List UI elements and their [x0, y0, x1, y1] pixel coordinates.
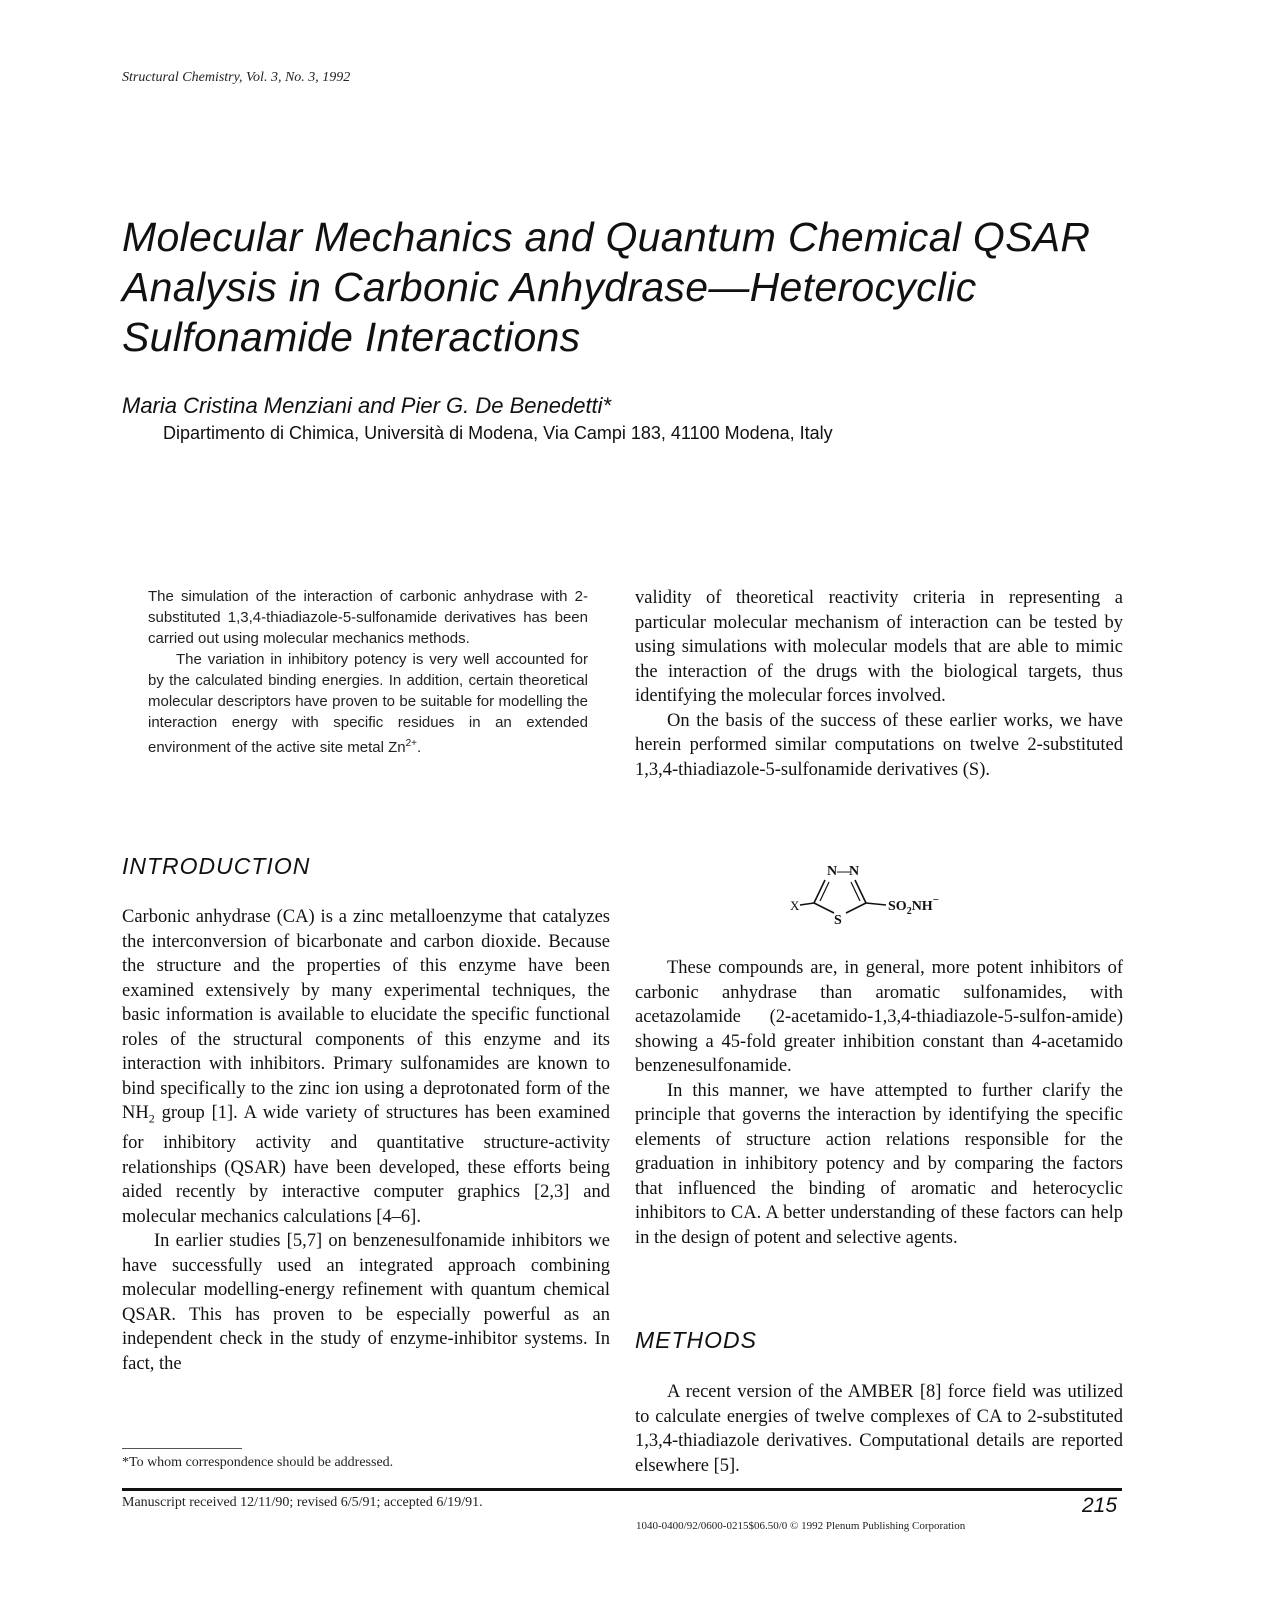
ring-double-bond-right — [851, 882, 860, 901]
footnote-rule — [122, 1448, 242, 1449]
intro-p1-text-a: Carbonic anhydrase (CA) is a zinc metalloenzyme that catalyzes the interconversion of bicarbonate and carbon dioxide. Because the structure and the properties of this enzyme have been examined extensively by many experimental techniques, the basic information is available to elucidate the specific functional roles of the structural components of this enzyme and its interaction with inhibitors. Primary sulfonamides are known to bind specifically to the zinc ion using a deprotonated form of the NH — [122, 907, 610, 1123]
abstract-paragraph-1: The simulation of the interaction of carbonic anhydrase with 2-substituted 1,3,4-thiadiazole-5-sulfonamide derivatives has been carried out using molecular mechanics methods. — [148, 588, 588, 647]
nh-text: NH — [911, 899, 933, 914]
footnote: *To whom correspondence should be addressed. — [122, 1455, 394, 1470]
so-text: SO — [888, 899, 907, 914]
title-line-2: Analysis in Carbonic Anhydrase—Heterocyclic — [122, 264, 977, 310]
right-paragraph-3: These compounds are, in general, more potent inhibitors of carbonic anhydrase than aromatic sulfonamides, with acetazolamide (2-acetamido-1,3,4-thiadiazole-5-sulfon-amide) showing a 45-fold greater inhibition constant than 4-acetamido benzenesulfonamide. — [635, 958, 1123, 1076]
nn-dash: — — [837, 864, 851, 879]
ring-double-bond-left — [820, 882, 829, 901]
zn-charge-superscript: 2+ — [405, 738, 418, 749]
n-atom-left: N — [827, 864, 838, 879]
abstract-p2-text: The variation in inhibitory potency is very well accounted for by the calculated binding energies. In addition, certain theoretical molecular descriptors have proven to be suitable for modelling the interaction energy with specific residues in an extended environment of the active site metal Zn — [148, 651, 588, 756]
so2-subscript: 2 — [906, 906, 912, 917]
footer-rule — [122, 1488, 1122, 1491]
abstract — [148, 586, 588, 758]
nh2-subscript: 2 — [148, 1111, 155, 1126]
intro-paragraph-2: In earlier studies [5,7] on benzenesulfonamide inhibitors we have successfully used an integrated approach combining molecular modelling-energy refinement with quantum chemical QSAR. This has proven to be especially powerful as an independent check in the study of enzyme-inhibitor systems. In fact, the — [122, 1231, 610, 1374]
ring-bond-s-left — [814, 903, 834, 913]
intro-paragraph-1 — [122, 905, 610, 1229]
methods-paragraph-1: A recent version of the AMBER [8] force field was utilized to calculate energies of twelve complexes of CA to 2-substituted 1,3,4-thiadiazole derivatives. Computational details are reported elsewhere [5]. — [635, 1382, 1123, 1476]
x-bond — [800, 903, 814, 905]
affiliation: Dipartimento di Chimica, Università di Modena, Via Campi 183, 41100 Modena, Italy — [163, 423, 833, 443]
right-paragraph-2: On the basis of the success of these earlier works, we have herein performed similar computations on twelve 2-substituted 1,3,4-thiadiazole-5-sulfonamide derivatives (S). — [635, 710, 1123, 780]
x-substituent: X — [790, 898, 800, 913]
right-column-top — [635, 586, 1123, 782]
abstract-p2-end: . — [417, 739, 422, 756]
right-paragraph-1: validity of theoretical reactivity criteria in representing a particular molecular mechanism of interaction can be tested by using simulations with molecular models that are able to mimic the interaction of the drugs with the biological targets, thus identifying the molecular forces involved. — [635, 588, 1123, 706]
so2-bond — [866, 903, 886, 905]
thiadiazole-structure-drawing — [782, 858, 992, 928]
ring-bond-left — [814, 880, 825, 903]
right-column-middle — [635, 956, 1123, 1250]
manuscript-received: Manuscript received 12/11/90; revised 6/5/91; accepted 6/19/91. — [122, 1495, 483, 1510]
page-number: 215 — [1082, 1494, 1118, 1517]
negative-charge: − — [932, 894, 939, 906]
journal-header: Structural Chemistry, Vol. 3, No. 3, 1992 — [122, 70, 351, 85]
introduction-heading: INTRODUCTION — [122, 853, 311, 879]
copyright-line: 1040-0400/92/0600-0215$06.50/0 © 1992 Plenum Publishing Corporation — [636, 1520, 966, 1532]
ring-bond-right — [855, 880, 866, 903]
methods-body — [635, 1380, 1123, 1478]
thiadiazole-structure — [782, 858, 992, 928]
methods-heading: METHODS — [635, 1327, 757, 1353]
sulfonyl-label — [888, 894, 939, 917]
authors: Maria Cristina Menziani and Pier G. De Benedetti* — [122, 393, 612, 418]
abstract-paragraph-2 — [148, 649, 588, 758]
s-atom: S — [834, 913, 842, 928]
n-atom-right: N — [849, 864, 860, 879]
introduction-body — [122, 905, 610, 1376]
title-line-3: Sulfonamide Interactions — [122, 314, 581, 360]
intro-p1-text-b: group [1]. A wide variety of structures has been examined for inhibitory activity and quantitative structure-activity relationships (QSAR) have been developed, these efforts being aided recently by interactive computer graphics [2,3] and molecular mechanics calculations [4–6]. — [122, 1103, 610, 1227]
article-title — [122, 212, 1142, 362]
ring-bond-s-right — [846, 903, 866, 913]
right-paragraph-4: In this manner, we have attempted to further clarify the principle that governs the interaction by identifying the specific elements of structure action relations responsible for the graduation in inhibitory potency and by comparing the factors that influenced the binding of aromatic and heterocyclic inhibitors to CA. A better understanding of these factors can help in the design of potent and selective agents. — [635, 1080, 1123, 1248]
title-line-1: Molecular Mechanics and Quantum Chemical QSAR — [122, 214, 1091, 260]
